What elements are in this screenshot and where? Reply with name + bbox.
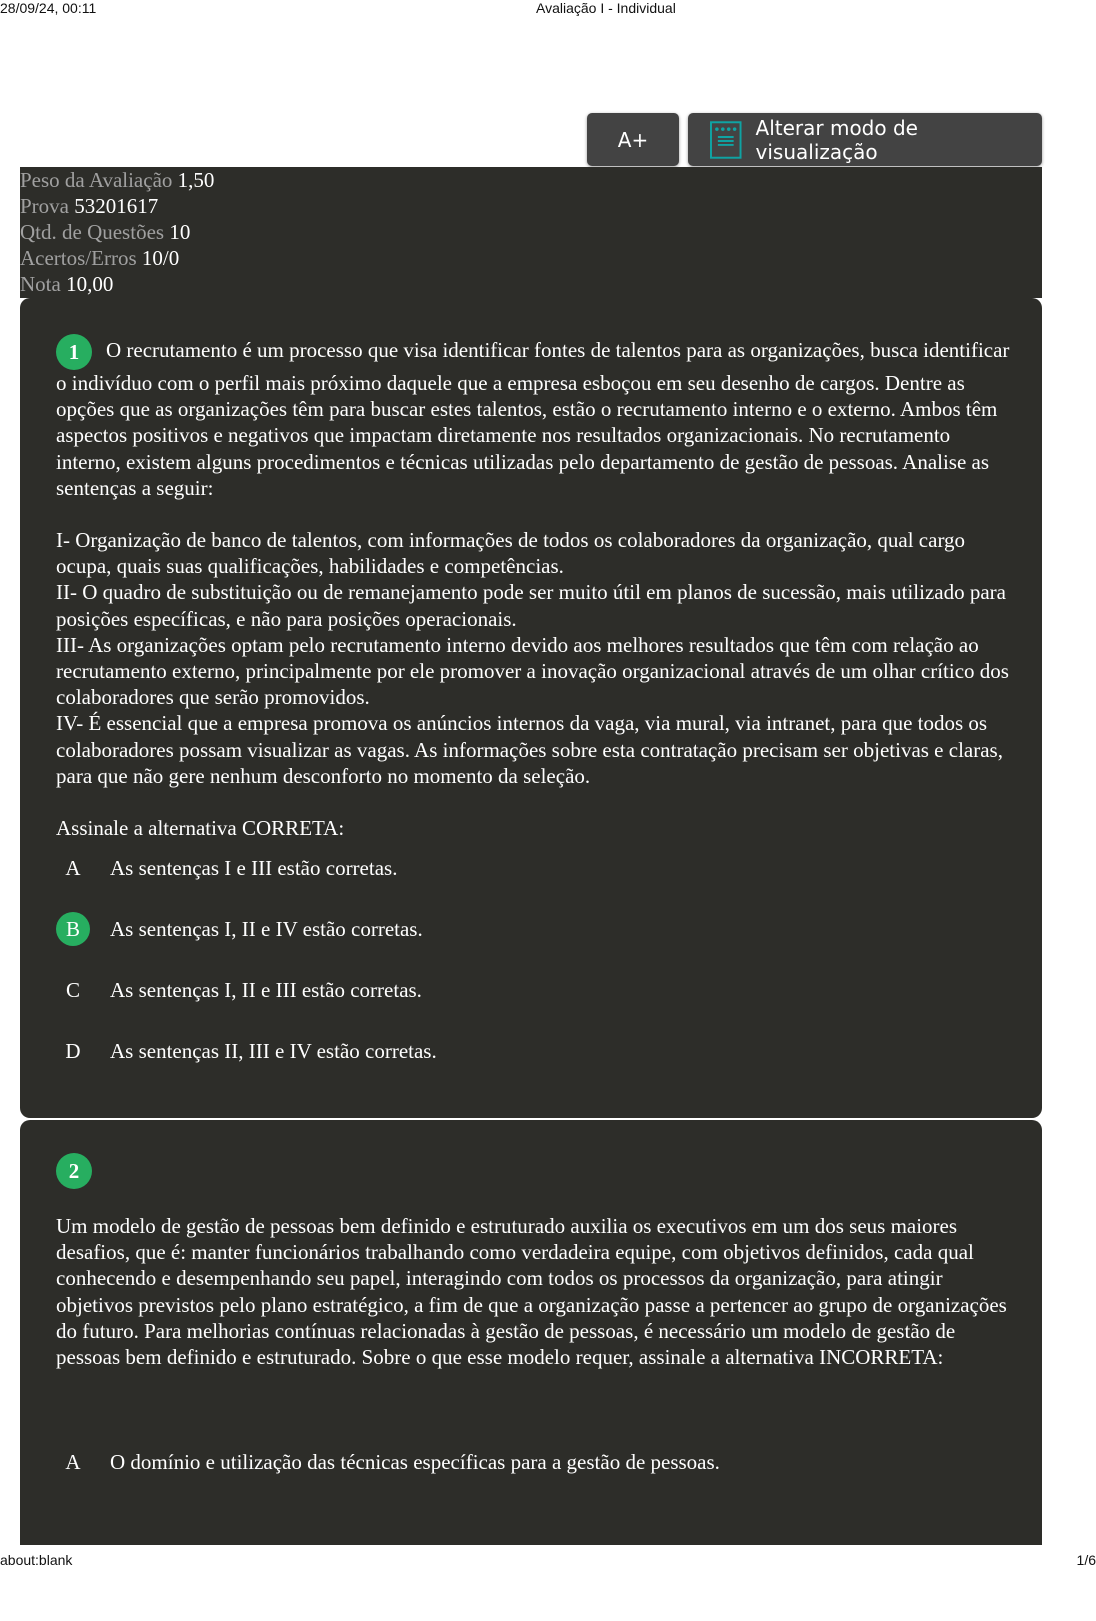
summary-value: 1,50 (177, 168, 215, 192)
summary-value: 10 (169, 220, 191, 244)
question-text: Um modelo de gestão de pessoas bem definido e estruturado auxilia os executivos em um dos seus maiores desafios, que é: manter funcionários trabalhando como verdadeira equipe, com objetivos definidos, cada qual conhecendo e desempenhando seu papel, interagindo com todos os processos da organização, para atingir objetivos previstos pelo plano estratégico, a fim de que a organização passe a pertencer ao grupo de organizações do futuro. Para melhorias contínuas relacionadas à gestão de pessoas, é necessário um modelo de gestão de pessoas bem definido e estruturado. Sobre o que esse modelo requer, assinale a alternativa INCORRETA: (56, 1214, 1007, 1370)
option-d[interactable] (56, 1034, 437, 1068)
option-letter: C (65, 977, 80, 1002)
option-letter: A (65, 855, 81, 880)
summary-label: Acertos/Erros (20, 246, 137, 270)
print-url: about:blank (0, 1552, 73, 1568)
summary-value: 10,00 (66, 272, 114, 296)
option-letter: A (65, 1449, 81, 1474)
question-number-badge: 1 (56, 334, 92, 370)
font-size-label: A+ (617, 127, 649, 152)
option-text: As sentenças II, III e IV estão corretas. (110, 1038, 437, 1063)
document-icon (710, 121, 742, 159)
summary-value: 53201617 (74, 194, 159, 218)
summary-label: Nota (20, 272, 61, 296)
print-title: Avaliação I - Individual (536, 0, 676, 16)
statement: II- O quadro de substituição ou de remanejamento pode ser muito útil em planos de sucessão, mais utilizado para posições específicas, e não para posições operacionais. (56, 580, 1006, 631)
font-size-button[interactable] (587, 113, 679, 166)
exam-summary (20, 167, 1042, 298)
question-card-1 (20, 298, 1042, 1118)
print-page-number: 1/6 (1076, 1552, 1096, 1568)
option-a[interactable] (56, 851, 397, 885)
statement: III- As organizações optam pelo recrutamento interno devido aos melhores resultados que têm com relação ao recrutamento externo, principalmente por ele promover a inovação organizacional através de um olhar crítico dos colaboradores que serão promovidos. (56, 632, 1009, 710)
summary-row (20, 193, 1042, 219)
option-c[interactable] (56, 973, 422, 1007)
view-mode-label: Alterar modo de visualização (755, 115, 918, 164)
summary-label: Qtd. de Questões (20, 220, 165, 244)
option-text: As sentenças I, II e IV estão corretas. (110, 916, 423, 941)
option-text: As sentenças I, II e III estão corretas. (110, 977, 422, 1002)
summary-label: Peso da Avaliação (20, 168, 173, 192)
question-text: 1 O recrutamento é um processo que visa identificar fontes de talentos para as organizações, busca identificar o indivíduo com o perfil mais próximo daquele que a empresa esboçou em seu desenho de cargos. Dentre as opções que as organizações têm para buscar estes talentos, estão o recrutamento interno e o externo. Ambos têm aspectos positivos e negativos que impactam diretamente nos resultados organizacionais. No recrutamento interno, existem alguns procedimentos e técnicas utilizadas pelo departamento de gestão de pessoas. Analise as sentenças a seguir: (56, 334, 1010, 501)
option-a[interactable] (56, 1445, 720, 1479)
option-text: As sentenças I e III estão corretas. (110, 855, 398, 880)
statement: IV- É essencial que a empresa promova os anúncios internos da vaga, via mural, via intranet, para que todos os colaboradores possam visualizar as vagas. As informações sobre esta contratação precisam ser objetivas e claras, para que não gere nenhum desconforto no momento da seleção. (56, 711, 1003, 788)
summary-row (20, 219, 1042, 245)
option-letter: B (56, 912, 90, 946)
question-card-2 (20, 1120, 1042, 1545)
print-datetime: 28/09/24, 00:11 (0, 0, 97, 16)
option-text: O domínio e utilização das técnicas específicas para a gestão de pessoas. (110, 1449, 720, 1474)
question-prompt: Assinale a alternativa CORRETA: (56, 816, 345, 841)
option-b-selected[interactable] (56, 912, 423, 946)
summary-label: Prova (20, 194, 69, 218)
option-letter: D (65, 1038, 81, 1063)
question-number-badge: 2 (56, 1153, 92, 1189)
statement: I- Organização de banco de talentos, com informações de todos os colaboradores da organização, qual cargo ocupa, quais suas qualificações, habilidades e competências. (56, 528, 966, 579)
summary-row (20, 167, 1042, 193)
summary-value: 10/0 (141, 246, 180, 270)
view-mode-button[interactable] (688, 113, 1042, 166)
summary-row (20, 245, 1042, 271)
summary-row (20, 271, 1042, 297)
